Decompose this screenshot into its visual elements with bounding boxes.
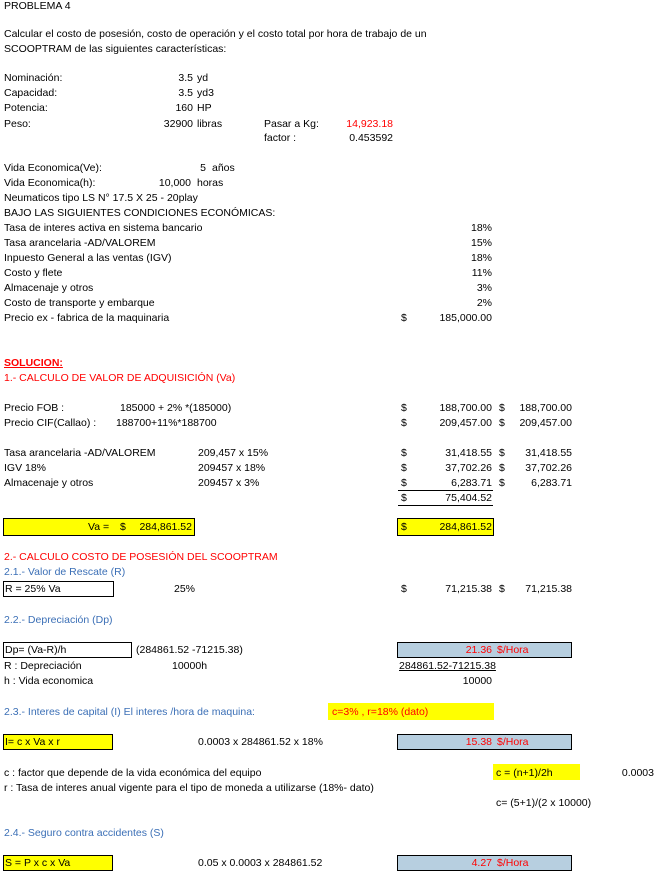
fob-value-2: 188,700.00 — [519, 402, 572, 414]
va-value: 284,861.52 — [139, 521, 192, 533]
seguro-label: S = P x c x Va — [5, 857, 71, 869]
section-2-1-title: 2.1.- Valor de Rescate (R) — [4, 566, 126, 578]
vida-ve-value: 5 — [200, 162, 206, 174]
rescate-cur1: $ — [401, 583, 407, 595]
spec-nominacion-value: 3.5 — [178, 72, 193, 84]
cif-value-2: 209,457.00 — [519, 417, 572, 429]
condition-value: 2% — [476, 297, 492, 309]
section-2-title: 2.- CALCULO COSTO DE POSESIÓN DEL SCOOPTRAM — [4, 551, 278, 563]
spec-peso-label: Peso: — [4, 118, 31, 130]
depreciacion-label: Dp= (Va-R)/h — [5, 644, 67, 656]
h-vida-def: h : Vida economica — [4, 675, 94, 687]
cost-row-value-2: 37,702.26 — [525, 462, 572, 474]
interes-formula: 0.0003 x 284861.52 x 18% — [198, 736, 323, 748]
vida-ve-label: Vida Economica(Ve): — [4, 162, 102, 174]
spec-nominacion-label: Nominación: — [4, 72, 63, 84]
section-2-4-title: 2.4.- Seguro contra accidentes (S) — [4, 827, 164, 839]
subtotal-value: 75,404.52 — [445, 492, 492, 504]
condition-value: 11% — [471, 267, 492, 279]
condition-label: Almacenaje y otros — [4, 282, 94, 294]
r-depreciacion-h: 10000h — [172, 660, 208, 672]
spec-potencia-value: 160 — [175, 102, 193, 114]
cost-row-formula: 209457 x 18% — [198, 462, 266, 474]
cost-row-label: IGV 18% — [4, 462, 47, 474]
vida-ve-unit: años — [212, 162, 235, 174]
cost-row-value-2: 31,418.55 — [525, 447, 572, 459]
cost-row-formula: 209,457 x 15% — [198, 447, 269, 459]
spec-peso-value: 32900 — [163, 118, 193, 130]
rescate-value-2: 71,215.38 — [525, 583, 572, 595]
kg-value: 14,923.18 — [346, 118, 393, 130]
cif-formula: 188700+11%*188700 — [116, 417, 217, 429]
cost-row-value-2: 6,283.71 — [531, 477, 572, 489]
cost-row-value-1: 31,418.55 — [445, 447, 492, 459]
interes-result: 15.38 — [465, 736, 492, 748]
rescate-cur2: $ — [499, 583, 505, 595]
condition-label: Costo y flete — [4, 267, 63, 279]
condition-label: Tasa de interes activa en sistema bancario — [4, 222, 203, 234]
condition-value: 3% — [476, 282, 492, 294]
section-2-3-title: 2.3.- Interes de capital (I) El interes /hora de maquina: — [4, 706, 255, 718]
seguro-unit: $/Hora — [497, 857, 529, 869]
precio-value: 185,000.00 — [439, 312, 492, 324]
spec-potencia-label: Potencia: — [4, 102, 48, 114]
subtotal-divider — [398, 490, 493, 491]
subtotal-cur: $ — [401, 492, 407, 504]
condition-label: Tasa arancelaria -AD/VALOREM — [4, 237, 156, 249]
cost-row-cur2: $ — [499, 462, 505, 474]
depreciacion-result: 21.36 — [465, 644, 492, 656]
cif-label: Precio CIF(Callao) : — [4, 417, 97, 429]
spec-capacidad-unit: yd3 — [197, 87, 214, 99]
kg-label: Pasar a Kg: — [264, 118, 319, 130]
va-result-cur: $ — [401, 521, 407, 533]
seguro-result: 4.27 — [471, 857, 492, 869]
neumaticos: Neumaticos tipo LS N° 17.5 X 25 - 20play — [4, 192, 198, 204]
precio-label: Precio ex - fabrica de la maquinaria — [4, 312, 170, 324]
c-calculation: c= (5+1)/(2 x 10000) — [496, 797, 592, 809]
condition-value: 18% — [470, 222, 492, 234]
cost-row-label: Tasa arancelaria -AD/VALOREM — [4, 447, 156, 459]
factor-value: 0.453592 — [349, 132, 393, 144]
r-definition: r : Tasa de interes anual vigente para el tipo de moneda a utilizarse (18%- dato) — [4, 782, 374, 794]
fob-formula: 185000 + 2% *(185000) — [120, 402, 232, 414]
cost-row-cur1: $ — [401, 462, 407, 474]
fob-cur2: $ — [499, 402, 505, 414]
condiciones-heading: BAJO LAS SIGUIENTES CONDICIONES ECONÓMICAS: — [4, 207, 276, 219]
depreciacion-unit: $/Hora — [497, 644, 529, 656]
spec-capacidad-value: 3.5 — [178, 87, 193, 99]
fob-value-1: 188,700.00 — [439, 402, 492, 414]
precio-currency: $ — [401, 312, 407, 324]
dato-note: c=3% , r=18% (dato) — [332, 706, 429, 718]
r-depreciacion-def: R : Depreciación — [4, 660, 82, 672]
problem-title: PROBLEMA 4 — [4, 0, 71, 12]
solucion-heading: SOLUCION: — [4, 357, 63, 369]
va-label: Va = — [88, 521, 110, 533]
fob-label: Precio FOB : — [4, 402, 65, 414]
cost-row-cur2: $ — [499, 447, 505, 459]
va-cur: $ — [120, 521, 126, 533]
condition-value: 18% — [470, 252, 492, 264]
condition-label: Costo de transporte y embarque — [4, 297, 155, 309]
cif-cur1: $ — [401, 417, 407, 429]
spec-peso-unit: libras — [197, 118, 223, 130]
vida-h-label: Vida Economica(h): — [4, 177, 96, 189]
cost-row-cur2: $ — [499, 477, 505, 489]
cif-cur2: $ — [499, 417, 505, 429]
factor-label: factor : — [264, 132, 297, 144]
c-definition: c : factor que depende de la vida económica del equipo — [4, 767, 262, 779]
fraction-numerator: 284861.52-71215.38 — [399, 660, 496, 672]
interes-label: I= c x Va x r — [5, 736, 60, 748]
spec-nominacion-unit: yd — [197, 72, 209, 84]
c-formula: c = (n+1)/2h — [496, 767, 553, 779]
intro-line-1: Calcular el costo de posesión, costo de operación y el costo total por hora de trabajo de un — [4, 28, 427, 40]
subtotal-underline — [398, 505, 493, 506]
cif-value-1: 209,457.00 — [439, 417, 492, 429]
spec-capacidad-label: Capacidad: — [4, 87, 58, 99]
rescate-pct: 25% — [174, 583, 196, 595]
vida-h-unit: horas — [197, 177, 224, 189]
depreciacion-formula: (284861.52 -71215.38) — [136, 644, 243, 656]
interes-unit: $/Hora — [497, 736, 529, 748]
spec-potencia-unit: HP — [197, 102, 212, 114]
section-1-title: 1.- CALCULO DE VALOR DE ADQUISICIÓN (Va) — [4, 372, 236, 384]
rescate-label: R = 25% Va — [5, 583, 61, 595]
cost-row-value-1: 37,702.26 — [445, 462, 492, 474]
cost-row-cur1: $ — [401, 447, 407, 459]
seguro-formula: 0.05 x 0.0003 x 284861.52 — [198, 857, 323, 869]
intro-line-2: SCOOPTRAM de las siguientes características: — [4, 43, 227, 55]
condition-value: 15% — [470, 237, 492, 249]
condition-label: Inpuesto General a las ventas (IGV) — [4, 252, 172, 264]
c-value: 0.0003 — [621, 767, 654, 779]
section-2-2-title: 2.2.- Depreciación (Dp) — [4, 614, 113, 626]
fraction-denominator: 10000 — [462, 675, 492, 687]
cost-row-formula: 209457 x 3% — [198, 477, 260, 489]
cost-row-cur1: $ — [401, 477, 407, 489]
cost-row-label: Almacenaje y otros — [4, 477, 94, 489]
vida-h-value: 10,000 — [158, 177, 191, 189]
va-result-value: 284,861.52 — [439, 521, 492, 533]
cost-row-value-1: 6,283.71 — [451, 477, 492, 489]
fob-cur1: $ — [401, 402, 407, 414]
rescate-value-1: 71,215.38 — [445, 583, 492, 595]
